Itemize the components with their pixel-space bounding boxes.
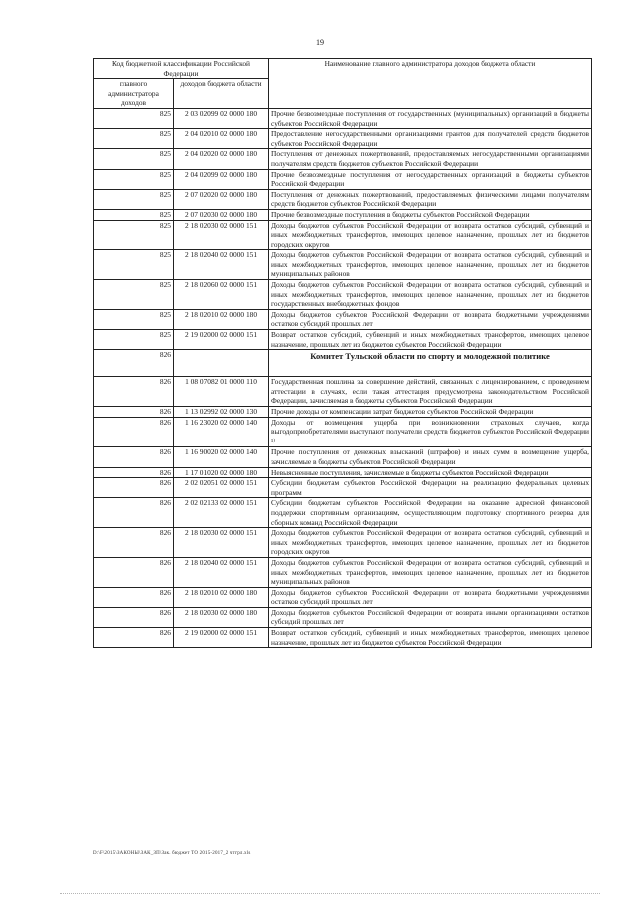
- table-row: [94, 330, 592, 350]
- admin-code-cell: 826: [94, 557, 174, 587]
- income-code-cell: 2 07 02030 02 0000 180: [174, 209, 269, 220]
- admin-code-cell: 825: [94, 189, 174, 209]
- income-code-cell: 2 19 02000 02 0000 151: [174, 628, 269, 648]
- table-header: [94, 59, 592, 109]
- income-code-cell: 2 18 02010 02 0000 180: [174, 309, 269, 329]
- admin-code-cell: 825: [94, 309, 174, 329]
- table-row: [94, 407, 592, 418]
- table-row: [94, 129, 592, 149]
- income-code-cell: 2 03 02099 02 0000 180: [174, 108, 269, 128]
- scan-edge-line: [60, 893, 600, 895]
- name-cell: Прочие безвозмездные поступления от негосударственных организаций в бюджеты субъектов Российской Федерации: [269, 169, 592, 189]
- table-row: [94, 108, 592, 128]
- name-cell: Комитет Тульской области по спорту и молодежной политике: [269, 350, 592, 377]
- income-code-cell: 2 04 02020 02 0000 180: [174, 149, 269, 169]
- income-code-cell: 1 13 02992 02 0000 130: [174, 407, 269, 418]
- name-cell: Доходы бюджетов субъектов Российской Федерации от возврата остатков субсидий, субвенций и иных межбюджетных трансфертов, имеющих целевое назначение, прошлых лет из бюджетов городских округов: [269, 528, 592, 558]
- admin-code-cell: 826: [94, 607, 174, 627]
- income-code-cell: 2 18 02040 02 0000 151: [174, 557, 269, 587]
- name-cell: Возврат остатков субсидий, субвенций и иных межбюджетных трансфертов, имеющих целевое назначение, прошлых лет из бюджетов субъектов Российской Федерации: [269, 628, 592, 648]
- table-row: [94, 250, 592, 280]
- name-cell: Доходы бюджетов субъектов Российской Федерации от возврата бюджетными учреждениями остатков субсидий прошлых лет: [269, 587, 592, 607]
- name-cell: Субсидии бюджетам субъектов Российской Федерации на оказание адресной финансовой поддержки спортивным организациям, осуществляющим подготовку спортивного резерва для сборных команд Российской Федерации: [269, 498, 592, 528]
- budget-classification-table: [93, 58, 592, 648]
- table-row: [94, 417, 592, 447]
- table-row: [94, 447, 592, 467]
- admin-code-cell: 825: [94, 169, 174, 189]
- name-cell: Доходы бюджетов субъектов Российской Федерации от возврата иными организациями остатков субсидий прошлых лет: [269, 607, 592, 627]
- name-cell: Прочие безвозмездные поступления в бюджеты субъектов Российской Федерации: [269, 209, 592, 220]
- section-row: [94, 350, 592, 377]
- income-code-cell: 1 08 07082 01 0000 110: [174, 377, 269, 407]
- admin-column-header: главного администратора доходов: [94, 79, 174, 109]
- admin-code-cell: 825: [94, 220, 174, 250]
- table-row: [94, 220, 592, 250]
- table-row: [94, 528, 592, 558]
- income-code-cell: 2 18 02030 02 0000 151: [174, 220, 269, 250]
- admin-code-cell: 826: [94, 498, 174, 528]
- income-code-cell: 1 17 01020 02 0000 180: [174, 467, 269, 478]
- table-row: [94, 209, 592, 220]
- income-code-cell: 1 16 90020 02 0000 140: [174, 447, 269, 467]
- admin-code-cell: 826: [94, 350, 174, 377]
- table-body: [94, 108, 592, 647]
- name-cell: Невыясненные поступления, зачисляемые в бюджеты субъектов Российской Федерации: [269, 467, 592, 478]
- income-code-cell: 2 04 02099 02 0000 180: [174, 169, 269, 189]
- name-cell: Предоставление негосударственными организациями грантов для получателей средств бюджетов субъектов Российской Федерации: [269, 129, 592, 149]
- name-cell: Прочие доходы от компенсации затрат бюджетов субъектов Российской Федерации: [269, 407, 592, 418]
- name-cell: Доходы от возмещения ущерба при возникновении страховых случаев, когда выгодоприобретателями выступают получатели средств бюджетов субъектов Российской Федерации ¹⁾: [269, 417, 592, 447]
- name-cell: Прочие поступления от денежных взысканий (штрафов) и иных сумм в возмещение ущерба, зачисляемые в бюджеты субъектов Российской Федерации: [269, 447, 592, 467]
- income-code-cell: 2 18 02060 02 0000 151: [174, 280, 269, 310]
- table-row: [94, 557, 592, 587]
- income-code-cell: 2 02 02133 02 0000 151: [174, 498, 269, 528]
- table-row: [94, 628, 592, 648]
- name-cell: Государственная пошлина за совершение действий, связанных с лицензированием, с проведением аттестации в случаях, если такая аттестация предусмотрена законодательством Российской Федерации, зачисляемая в бюджеты субъектов Российской Федерации: [269, 377, 592, 407]
- admin-code-cell: 826: [94, 407, 174, 418]
- income-code-cell: 2 04 02010 02 0000 180: [174, 129, 269, 149]
- table-row: [94, 189, 592, 209]
- income-code-cell: 2 19 02000 02 0000 151: [174, 330, 269, 350]
- name-cell: Субсидии бюджетам субъектов Российской Федерации на реализацию федеральных целевых программ: [269, 478, 592, 498]
- table-row: [94, 467, 592, 478]
- admin-code-cell: 826: [94, 528, 174, 558]
- file-path-footer: D:\F\2015\ЗАКОНЫ\ЗАК_ЗП\Зак. бюджет ТО 2015-2017_2 чтгрл.xls: [93, 851, 251, 856]
- admin-code-cell: 826: [94, 467, 174, 478]
- name-cell: Доходы бюджетов субъектов Российской Федерации от возврата бюджетными учреждениями остатков субсидий прошлых лет: [269, 309, 592, 329]
- name-cell: Поступления от денежных пожертвований, предоставляемых негосударственными организациями получателям средств бюджетов субъектов Российской Федерации: [269, 149, 592, 169]
- table-row: [94, 309, 592, 329]
- table-row: [94, 498, 592, 528]
- income-code-cell: 2 07 02020 02 0000 180: [174, 189, 269, 209]
- name-cell: Поступления от денежных пожертвований, предоставляемых физическими лицами получателям средств бюджетов субъектов Российской Федерации: [269, 189, 592, 209]
- name-cell: Доходы бюджетов субъектов Российской Федерации от возврата остатков субсидий, субвенций и иных межбюджетных трансфертов, имеющих целевое назначение, прошлых лет из бюджетов городских округов: [269, 220, 592, 250]
- page-number: 19: [316, 38, 324, 47]
- table-row: [94, 607, 592, 627]
- admin-code-cell: 825: [94, 330, 174, 350]
- name-cell: Возврат остатков субсидий, субвенций и иных межбюджетных трансфертов, имеющих целевое назначение, прошлых лет из бюджетов субъектов Российской Федерации: [269, 330, 592, 350]
- admin-code-cell: 825: [94, 108, 174, 128]
- income-code-cell: 2 18 02030 02 0000 180: [174, 607, 269, 627]
- admin-code-cell: 825: [94, 250, 174, 280]
- table-row: [94, 377, 592, 407]
- income-code-cell: 2 18 02030 02 0000 151: [174, 528, 269, 558]
- admin-code-cell: 825: [94, 149, 174, 169]
- admin-code-cell: 826: [94, 587, 174, 607]
- admin-code-cell: 826: [94, 417, 174, 447]
- admin-code-cell: 826: [94, 628, 174, 648]
- table-row: [94, 149, 592, 169]
- name-column-header: Наименование главного администратора доходов бюджета области: [269, 59, 592, 109]
- admin-code-cell: 826: [94, 447, 174, 467]
- name-cell: Доходы бюджетов субъектов Российской Федерации от возврата остатков субсидий, субвенций и иных межбюджетных трансфертов, имеющих целевое назначение, прошлых лет из бюджетов муниципальных районов: [269, 557, 592, 587]
- name-cell: Доходы бюджетов субъектов Российской Федерации от возврата остатков субсидий, субвенций и иных межбюджетных трансфертов, имеющих целевое назначение, прошлых лет из бюджетов государственных внебюджетных фондов: [269, 280, 592, 310]
- name-cell: Прочие безвозмездные поступления от государственных (муниципальных) организаций в бюджеты субъектов Российской Федерации: [269, 108, 592, 128]
- income-code-cell: 1 16 23020 02 0000 140: [174, 417, 269, 447]
- admin-code-cell: 826: [94, 377, 174, 407]
- income-code-cell: 2 02 02051 02 0000 151: [174, 478, 269, 498]
- admin-code-cell: 825: [94, 280, 174, 310]
- income-code-cell: 2 18 02010 02 0000 180: [174, 587, 269, 607]
- table-row: [94, 280, 592, 310]
- income-code-cell: [174, 350, 269, 377]
- table-row: [94, 478, 592, 498]
- income-column-header: доходов бюджета области: [174, 79, 269, 109]
- name-cell: Доходы бюджетов субъектов Российской Федерации от возврата остатков субсидий, субвенций и иных межбюджетных трансфертов, имеющих целевое назначение, прошлых лет из бюджетов муниципальных районов: [269, 250, 592, 280]
- table-row: [94, 169, 592, 189]
- income-code-cell: 2 18 02040 02 0000 151: [174, 250, 269, 280]
- admin-code-cell: 825: [94, 209, 174, 220]
- table-row: [94, 587, 592, 607]
- admin-code-cell: 826: [94, 478, 174, 498]
- admin-code-cell: 825: [94, 129, 174, 149]
- code-group-header: Код бюджетной классификации Российской Федерации: [94, 59, 269, 79]
